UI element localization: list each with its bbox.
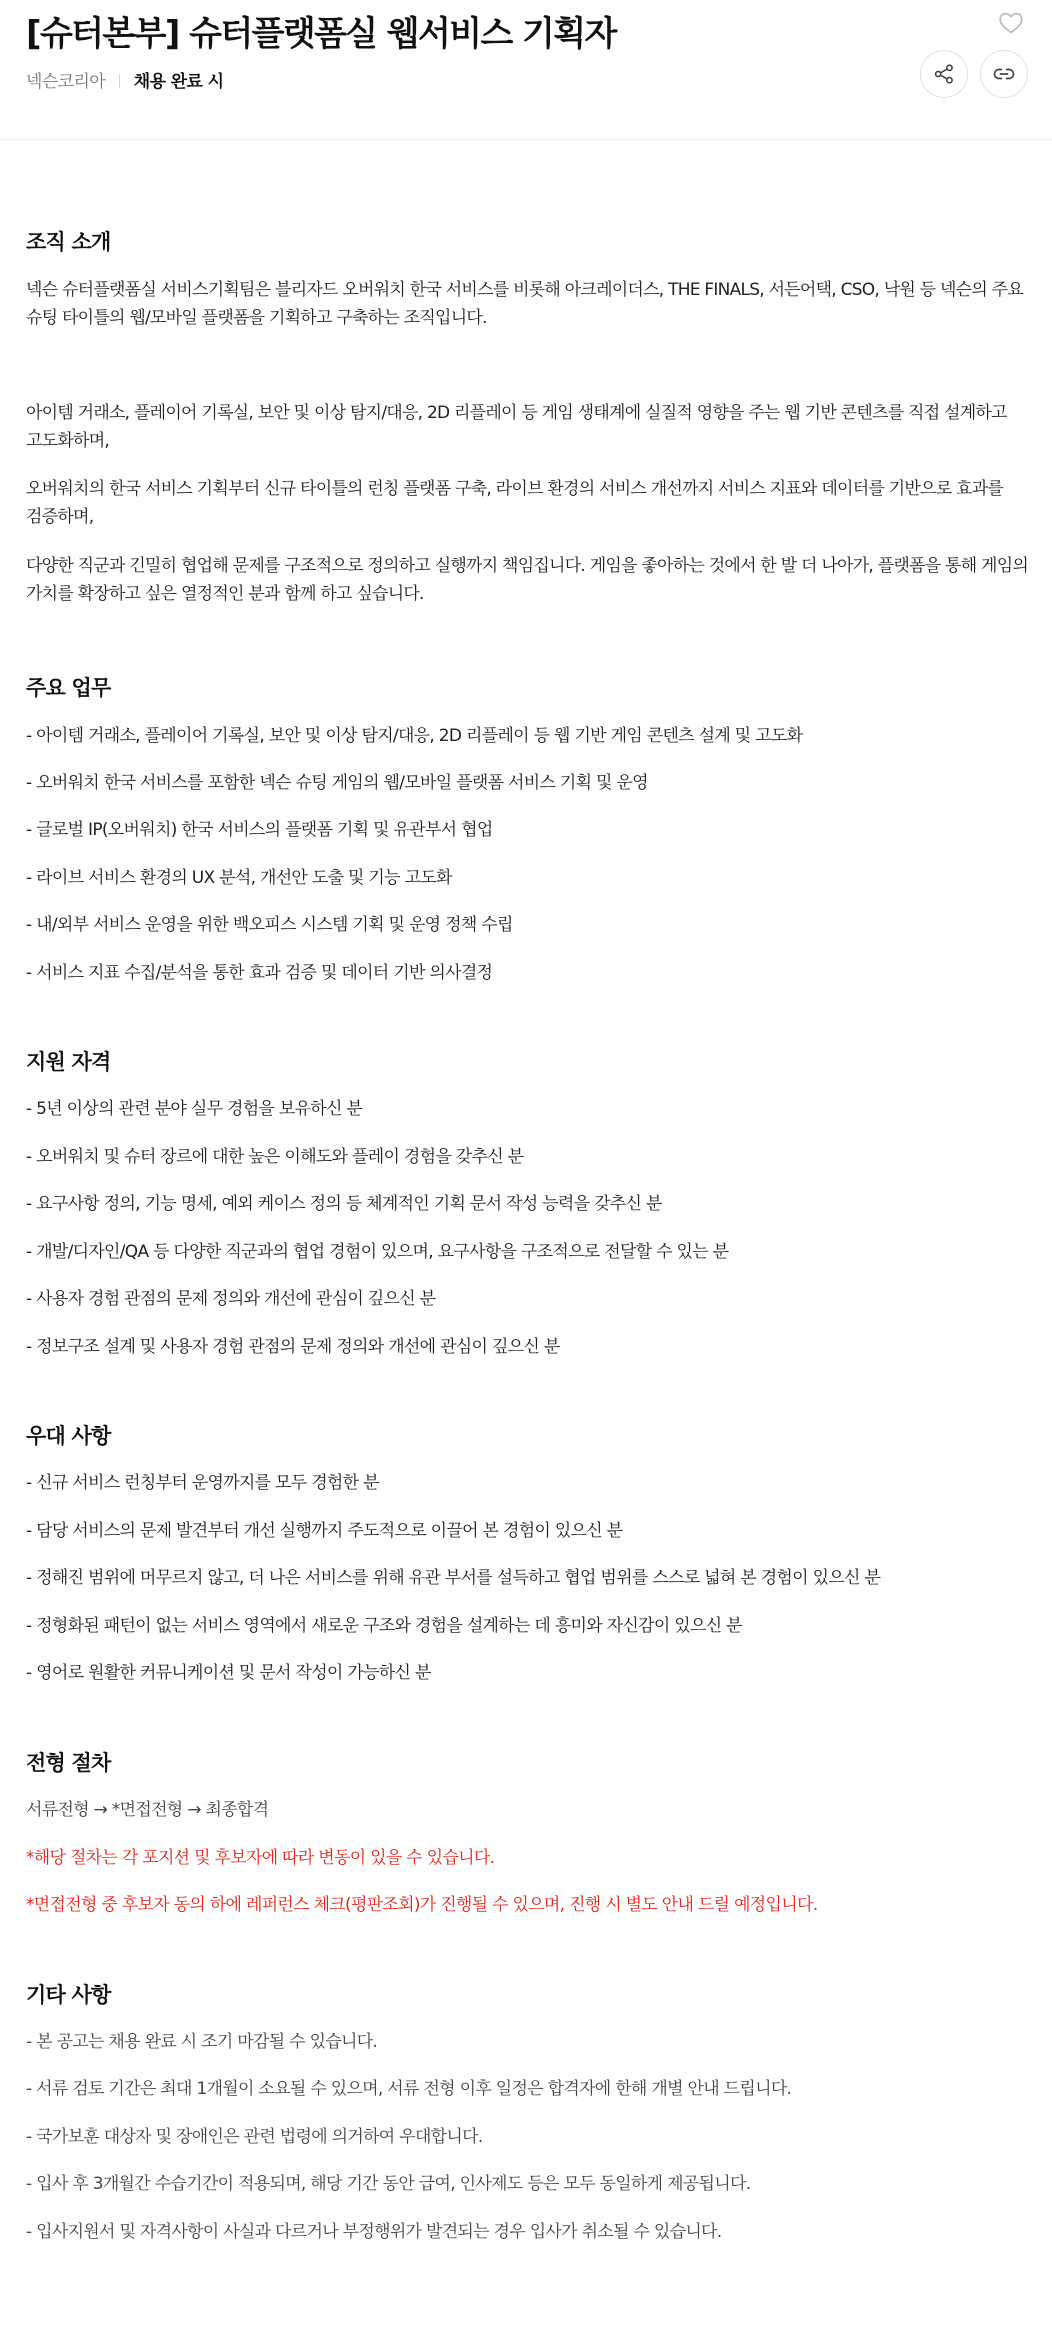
section-heading: 주요 업무 bbox=[26, 676, 111, 700]
list-item: - 국가보훈 대상자 및 장애인은 관련 법령에 의거하여 우대합니다. bbox=[26, 2127, 483, 2147]
job-title: [슈터본부] 슈터플랫폼실 웹서비스 기획자 bbox=[26, 14, 616, 54]
list-item: - 서류 검토 기간은 최대 1개월이 소요될 수 있으며, 서류 전형 이후 일정은 합격자에 한해 개별 안내 드립니다. bbox=[26, 2079, 792, 2099]
list-item: - 입사 후 3개월간 수습기간이 적용되며, 해당 기간 동안 급여, 인사제도 등은 모두 동일하게 제공됩니다. bbox=[26, 2174, 751, 2194]
section-qualifications bbox=[26, 1047, 1030, 1077]
section-process bbox=[26, 1748, 1030, 1778]
section-intro bbox=[26, 227, 1030, 257]
list-item: - 정보구조 설계 및 사용자 경험 관점의 문제 정의와 개선에 관심이 깊으신 분 bbox=[26, 1337, 560, 1357]
favorite-button[interactable] bbox=[994, 6, 1028, 40]
list-item: - 요구사항 정의, 기능 명세, 예외 케이스 정의 등 체계적인 기획 문서 작성 능력을 갖추신 분 bbox=[26, 1194, 662, 1214]
list-item: - 아이템 거래소, 플레이어 기록실, 보안 및 이상 탐지/대응, 2D 리플레이 등 웹 기반 게임 콘텐츠 설계 및 고도화 bbox=[26, 726, 803, 746]
intro-paragraph: 아이템 거래소, 플레이어 기록실, 보안 및 이상 탐지/대응, 2D 리플레이 등 게임 생태계에 실질적 영향을 주는 웹 기반 콘텐츠를 직접 설계하고 고도화하며, bbox=[26, 403, 1007, 451]
intro-paragraph: 넥슨 슈터플랫폼실 서비스기획팀은 블리자드 오버워치 한국 서비스를 비롯해 아크레이더스, THE FINALS, 서든어택, CSO, 낙원 등 넥슨의 주요 슈팅 타이틀의 웹/모바일 플랫폼을 기획하고 구축하는 조직입니다. bbox=[26, 280, 1024, 328]
list-item: - 입사지원서 및 자격사항이 사실과 다르거나 부정행위가 발견되는 경우 입사가 취소될 수 있습니다. bbox=[26, 2222, 722, 2242]
job-meta bbox=[26, 70, 224, 94]
meta-divider bbox=[119, 74, 120, 88]
section-duties bbox=[26, 673, 1030, 703]
list-item: - 글로벌 IP(오버워치) 한국 서비스의 플랫폼 기획 및 유관부서 협업 bbox=[26, 820, 493, 840]
process-note: *면접전형 중 후보자 동의 하에 레퍼런스 체크(평판조회)가 진행될 수 있으며, 진행 시 별도 안내 드릴 예정입니다. bbox=[26, 1895, 818, 1915]
list-item: - 담당 서비스의 문제 발견부터 개선 실행까지 주도적으로 이끌어 본 경험이 있으신 분 bbox=[26, 1521, 623, 1541]
link-icon bbox=[992, 62, 1016, 86]
list-item: - 정해진 범위에 머무르지 않고, 더 나은 서비스를 위해 유관 부서를 설득하고 협업 범위를 스스로 넓혀 본 경험이 있으신 분 bbox=[26, 1568, 881, 1588]
job-header bbox=[0, 0, 1052, 140]
process-steps: 서류전형 → *면접전형 → 최종합격 bbox=[26, 1800, 269, 1820]
section-preferred bbox=[26, 1421, 1030, 1451]
company-name: 넥슨코리아 bbox=[26, 72, 106, 92]
copy-link-button[interactable] bbox=[980, 50, 1028, 98]
section-heading: 기타 사항 bbox=[26, 1983, 111, 2007]
section-heading: 전형 절차 bbox=[26, 1751, 111, 1775]
process-note: *해당 절차는 각 포지션 및 후보자에 따라 변동이 있을 수 있습니다. bbox=[26, 1848, 495, 1868]
intro-paragraph: 다양한 직군과 긴밀히 협업해 문제를 구조적으로 정의하고 실행까지 책임집니다. 게임을 좋아하는 것에서 한 발 더 나아가, 플랫폼을 통해 게임의 가치를 확장하고 싶은 열정적인 분과 함께 하고 싶습니다. bbox=[26, 556, 1029, 604]
section-heading: 조직 소개 bbox=[26, 230, 111, 254]
deadline-label: 채용 완료 시 bbox=[133, 72, 224, 92]
list-item: - 서비스 지표 수집/분석을 통한 효과 검증 및 데이터 기반 의사결정 bbox=[26, 963, 493, 983]
heart-outline-icon bbox=[998, 11, 1024, 35]
section-heading: 우대 사항 bbox=[26, 1424, 111, 1448]
share-button[interactable] bbox=[920, 50, 968, 98]
list-item: - 사용자 경험 관점의 문제 정의와 개선에 관심이 깊으신 분 bbox=[26, 1289, 436, 1309]
list-item: - 5년 이상의 관련 분야 실무 경험을 보유하신 분 bbox=[26, 1099, 363, 1119]
list-item: - 영어로 원활한 커뮤니케이션 및 문서 작성이 가능하신 분 bbox=[26, 1663, 431, 1683]
list-item: - 오버워치 한국 서비스를 포함한 넥슨 슈팅 게임의 웹/모바일 플랫폼 서비스 기획 및 운영 bbox=[26, 773, 648, 793]
section-etc bbox=[26, 1980, 1030, 2010]
list-item: - 신규 서비스 런칭부터 운영까지를 모두 경험한 분 bbox=[26, 1473, 379, 1493]
list-item: - 내/외부 서비스 운영을 위한 백오피스 시스템 기획 및 운영 정책 수립 bbox=[26, 915, 513, 935]
list-item: - 정형화된 패턴이 없는 서비스 영역에서 새로운 구조와 경험을 설계하는 데 흥미와 자신감이 있으신 분 bbox=[26, 1616, 742, 1636]
list-item: - 라이브 서비스 환경의 UX 분석, 개선안 도출 및 기능 고도화 bbox=[26, 868, 452, 888]
list-item: - 오버워치 및 슈터 장르에 대한 높은 이해도와 플레이 경험을 갖추신 분 bbox=[26, 1147, 524, 1167]
section-heading: 지원 자격 bbox=[26, 1050, 111, 1074]
list-item: - 본 공고는 채용 완료 시 조기 마감될 수 있습니다. bbox=[26, 2032, 378, 2052]
share-icon bbox=[933, 63, 955, 85]
list-item: - 개발/디자인/QA 등 다양한 직군과의 협업 경험이 있으며, 요구사항을 구조적으로 전달할 수 있는 분 bbox=[26, 1242, 729, 1262]
intro-paragraph: 오버워치의 한국 서비스 기획부터 신규 타이틀의 런칭 플랫폼 구축, 라이브 환경의 서비스 개선까지 서비스 지표와 데이터를 기반으로 효과를 검증하며, bbox=[26, 479, 1004, 527]
